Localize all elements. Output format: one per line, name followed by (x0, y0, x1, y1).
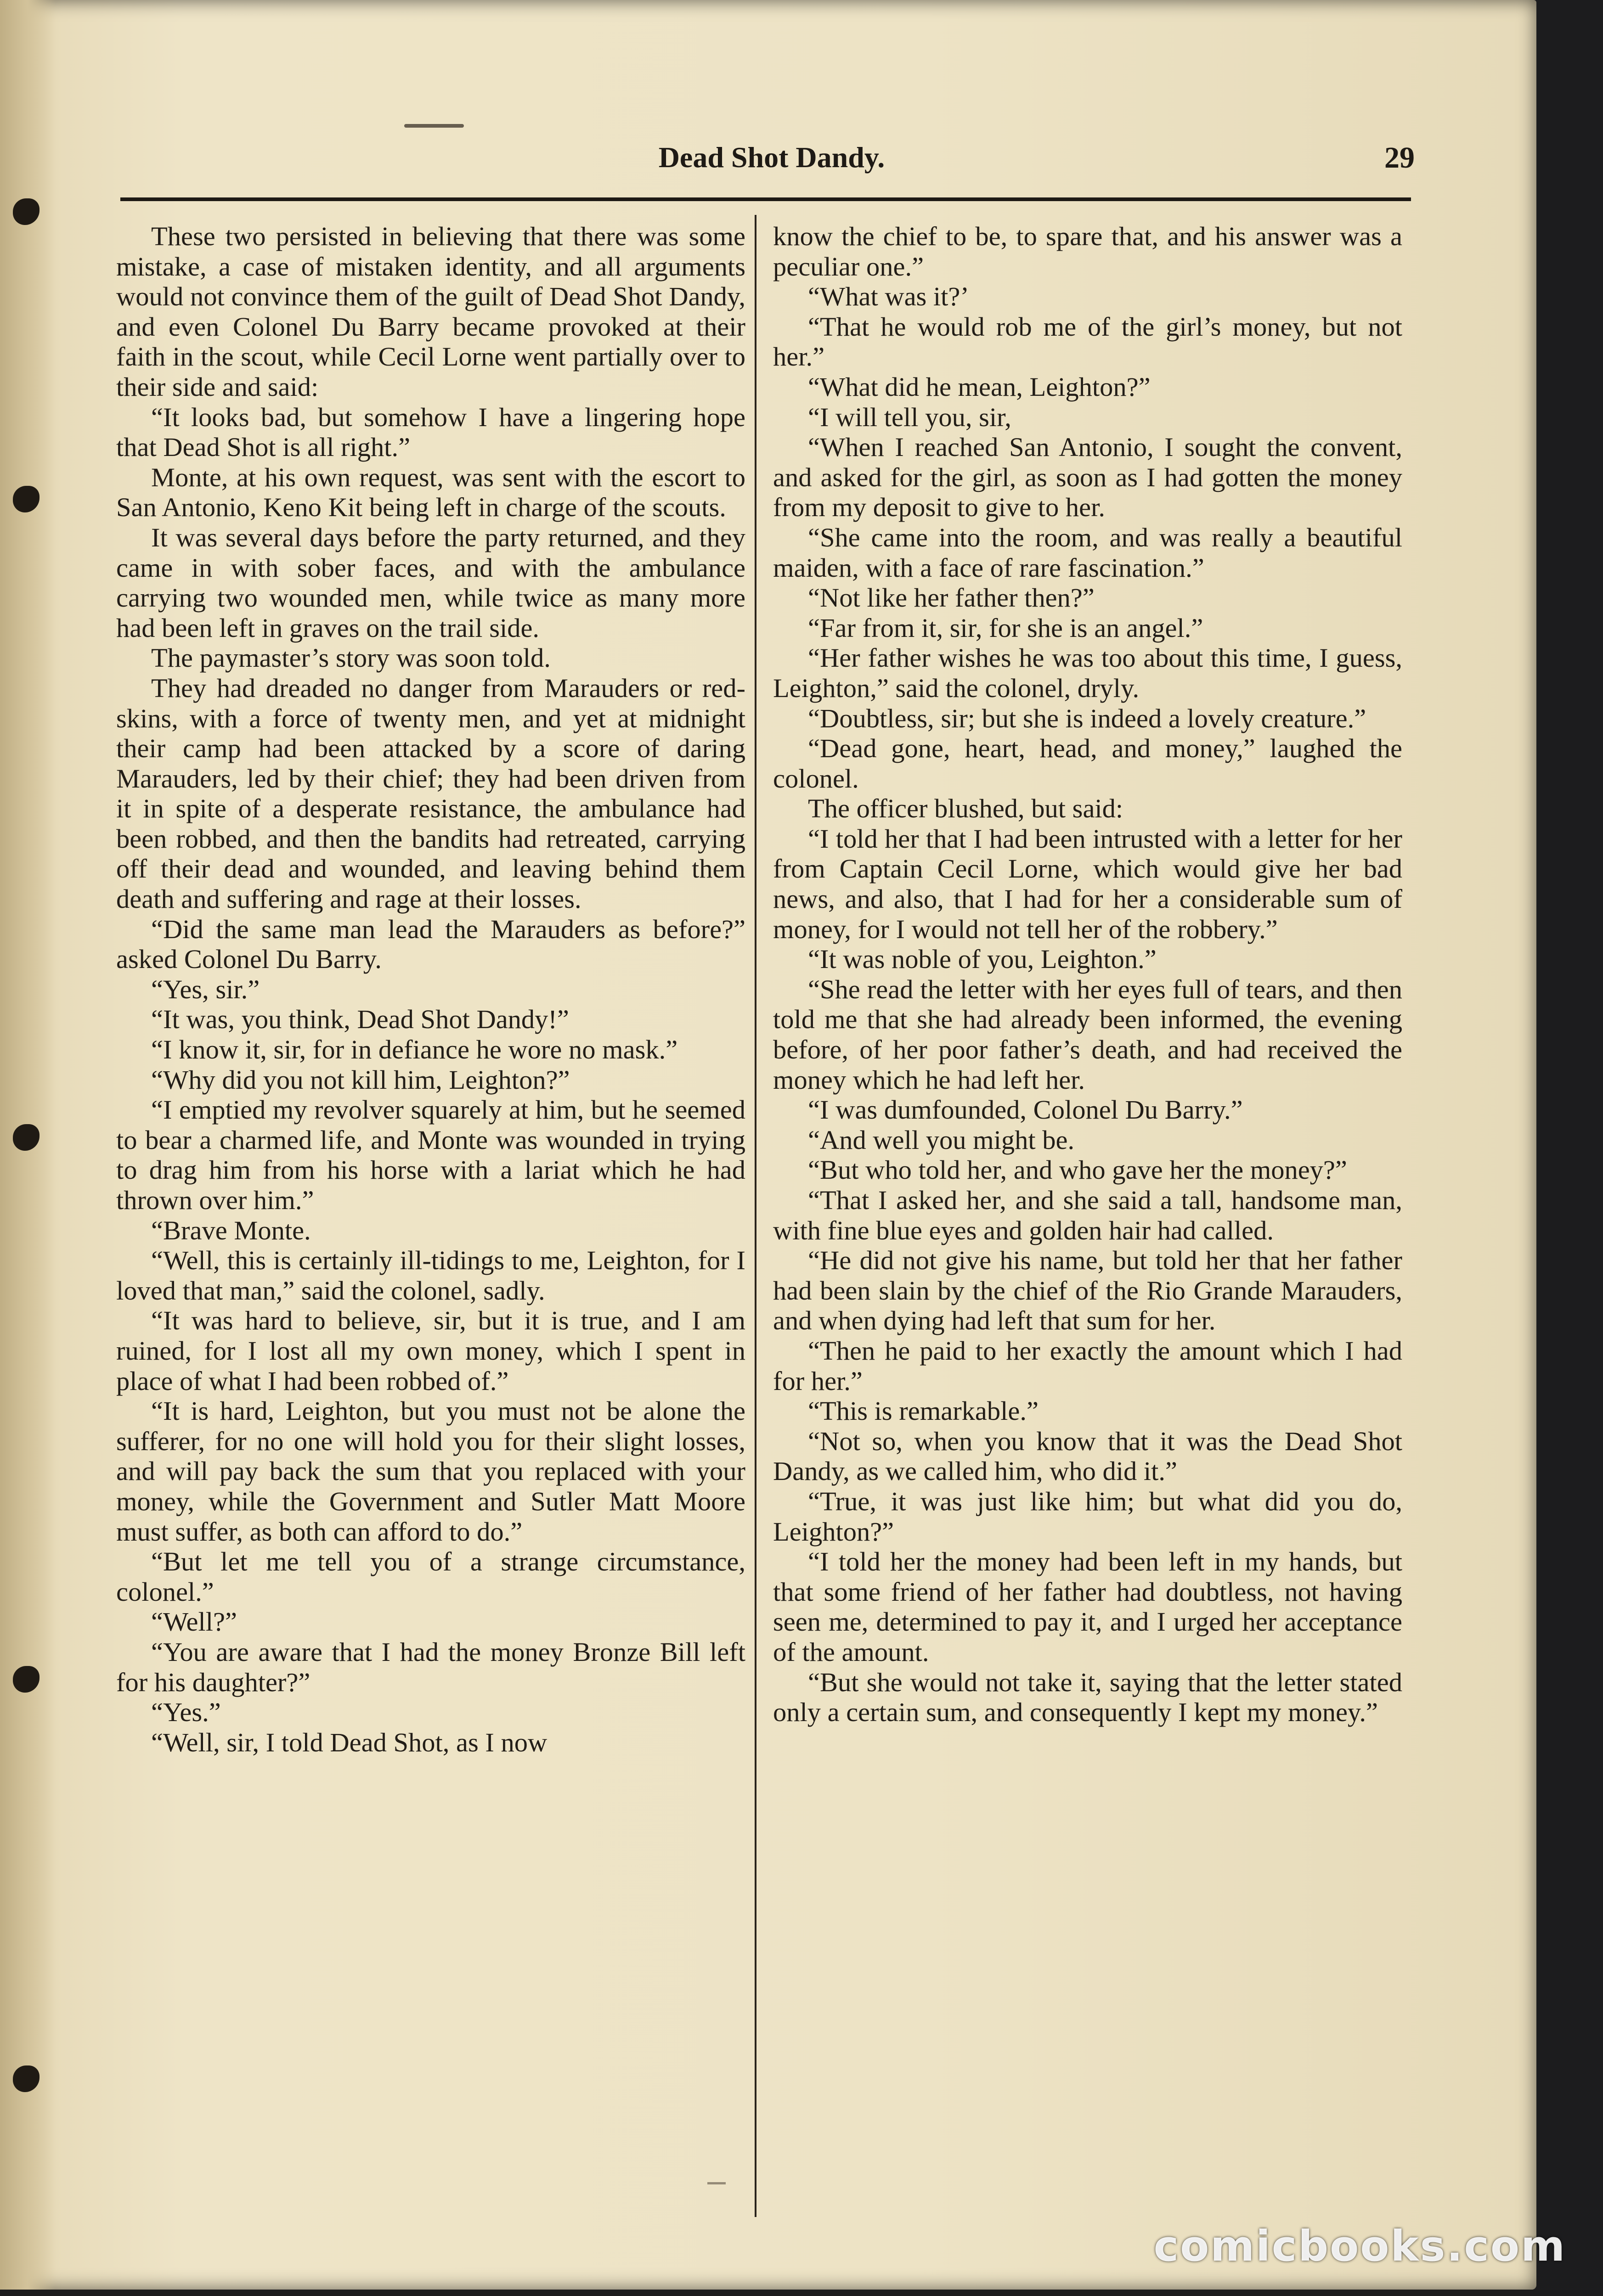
text-column-right (773, 221, 1402, 1728)
paragraph: It was several days before the party returned, and they came in with sober faces, and with the ambulance carrying two wounded men, while twice as many more had been left in graves on the trail side. (116, 522, 745, 643)
paragraph: “I told her the money had been left in my hands, but that some friend of her father had doubtless, not having seen me, determined to pay it, and I urged her acceptance of the amount. (773, 1547, 1402, 1667)
paragraph: “Why did you not kill him, Leighton?” (151, 1064, 570, 1095)
paragraph: “She read the letter with her eyes full of tears, and then told me that she had already been informed, the evening before, of her poor father’s death, and had received the money which he had left her. (773, 974, 1402, 1095)
watermark: comicbooks.com (1153, 2222, 1566, 2271)
paragraph: “You are aware that I had the money Bronze Bill left for his daughter?” (116, 1637, 745, 1697)
running-title: Dead Shot Dandy. (658, 141, 885, 174)
paragraph: “Her father wishes he was too about this time, I guess, Leighton,” said the colonel, dryly. (773, 643, 1402, 703)
paragraph: “It was, you think, Dead Shot Dandy!” (151, 1004, 569, 1035)
header-ornament (404, 124, 464, 128)
paragraph: “Well, sir, I told Dead Shot, as I now (151, 1727, 548, 1757)
paragraph: “Brave Monte. (151, 1215, 311, 1245)
page-number: 29 (1384, 141, 1415, 174)
text-column-left (116, 221, 745, 1757)
paragraph: “I told her that I had been intrusted with a letter for her from Captain Cecil Lorne, which would give her bad news, and also, that I had for her a considerable sum of money, for I would not tell her of the robbery.” (773, 823, 1402, 944)
paragraph: “That I asked her, and she said a tall, handsome man, with fine blue eyes and golden hair had called. (773, 1185, 1402, 1245)
paragraph: “Doubtless, sir; but she is indeed a lovely creature.” (808, 703, 1366, 733)
paragraph: “I know it, sir, for in defiance he wore no mask.” (151, 1035, 678, 1065)
paragraph: “But let me tell you of a strange circumstance, colonel.” (116, 1547, 745, 1607)
paragraph: These two persisted in believing that there was some mistake, a case of mistaken identity, and all arguments would not convince them of the guilt of Dead Shot Dandy, and even Colonel Du Barry became provoked at their faith in the scout, while Cecil Lorne went partially over to their side and said: (116, 221, 745, 402)
paragraph: The officer blushed, but said: (808, 793, 1123, 824)
paragraph: “And well you might be. (808, 1125, 1075, 1155)
paragraph: “I was dumfounded, Colonel Du Barry.” (808, 1095, 1243, 1125)
paragraph: “Not so, when you know that it was the Dead Shot Dandy, as we called him, who did it.” (773, 1426, 1402, 1486)
paragraph: “Then he paid to her exactly the amount which I had for her.” (773, 1335, 1402, 1396)
paragraph: “But she would not take it, saying that the letter stated only a certain sum, and consequently I kept my money.” (773, 1667, 1402, 1728)
paragraph: “Well, this is certainly ill-tidings to me, Leighton, for I loved that man,” said the colonel, sadly. (116, 1245, 745, 1306)
paragraph: “True, it was just like him; but what did you do, Leighton?” (773, 1486, 1402, 1547)
paragraph: “Did the same man lead the Marauders as before?” asked Colonel Du Barry. (116, 914, 745, 974)
paragraph: “What was it?’ (808, 281, 969, 312)
paragraph: “Yes.” (151, 1697, 221, 1728)
paragraph: “Dead gone, heart, head, and money,” laughed the colonel. (773, 733, 1402, 793)
paragraph: “Far from it, sir, for she is an angel.” (808, 613, 1203, 643)
paragraph: “When I reached San Antonio, I sought the convent, and asked for the girl, as soon as I had gotten the money from my deposit to give to her. (773, 432, 1402, 523)
paragraph: “It was hard to believe, sir, but it is true, and I am ruined, for I lost all my own money, which I spent in place of what I had been robbed of.” (116, 1306, 745, 1396)
paragraph: “Well?” (151, 1607, 237, 1637)
paragraph: “I emptied my revolver squarely at him, but he seemed to bear a charmed life, and Monte was wounded in trying to drag him from his horse with a lariat which he had thrown over him.” (116, 1095, 745, 1215)
paragraph: “He did not give his name, but told her that her father had been slain by the chief of the Rio Grande Marauders, and when dying had left that sum for her. (773, 1245, 1402, 1336)
paragraph: “It looks bad, but somehow I have a lingering hope that Dead Shot is all right.” (116, 402, 745, 462)
paragraph: They had dreaded no danger from Marauders or red-skins, with a force of twenty men, and yet at midnight their camp had been attacked by a score of daring Marauders, led by their chief; they had been driven from it in spite of a desperate resistance, the ambulance had been robbed, and then the bandits had retreated, carrying off their dead and wounded, and leaving behind them death and suffering and rage at their losses. (116, 673, 745, 914)
column-divider (755, 215, 756, 2217)
paragraph: “It is hard, Leighton, but you must not be alone the sufferer, for no one will hold you for their slight losses, and will pay back the sum that you replaced with your money, while the Government and Sutler Matt Moore must suffer, as both can afford to do.” (116, 1396, 745, 1547)
paragraph: “This is remarkable.” (808, 1396, 1039, 1426)
paragraph: The paymaster’s story was soon told. (151, 643, 551, 673)
paragraph: know the chief to be, to spare that, and his answer was a peculiar one.” (773, 221, 1402, 281)
paragraph: “What did he mean, Leighton?” (808, 371, 1151, 402)
paragraph: “She came into the room, and was really a beautiful maiden, with a face of rare fascination.” (773, 522, 1402, 583)
paragraph: “Yes, sir.” (151, 974, 260, 1004)
paragraph: “It was noble of you, Leighton.” (808, 944, 1157, 974)
header-rule (120, 197, 1411, 201)
paragraph: “But who told her, and who gave her the money?” (808, 1155, 1347, 1185)
paragraph: Monte, at his own request, was sent with the escort to San Antonio, Keno Kit being left in charge of the scouts. (116, 462, 745, 523)
paragraph: “That he would rob me of the girl’s money, but not her.” (773, 311, 1402, 372)
paragraph: “I will tell you, sir, (808, 402, 1011, 432)
paragraph: “Not like her father then?” (808, 583, 1095, 613)
footer-ornament (707, 2182, 726, 2184)
